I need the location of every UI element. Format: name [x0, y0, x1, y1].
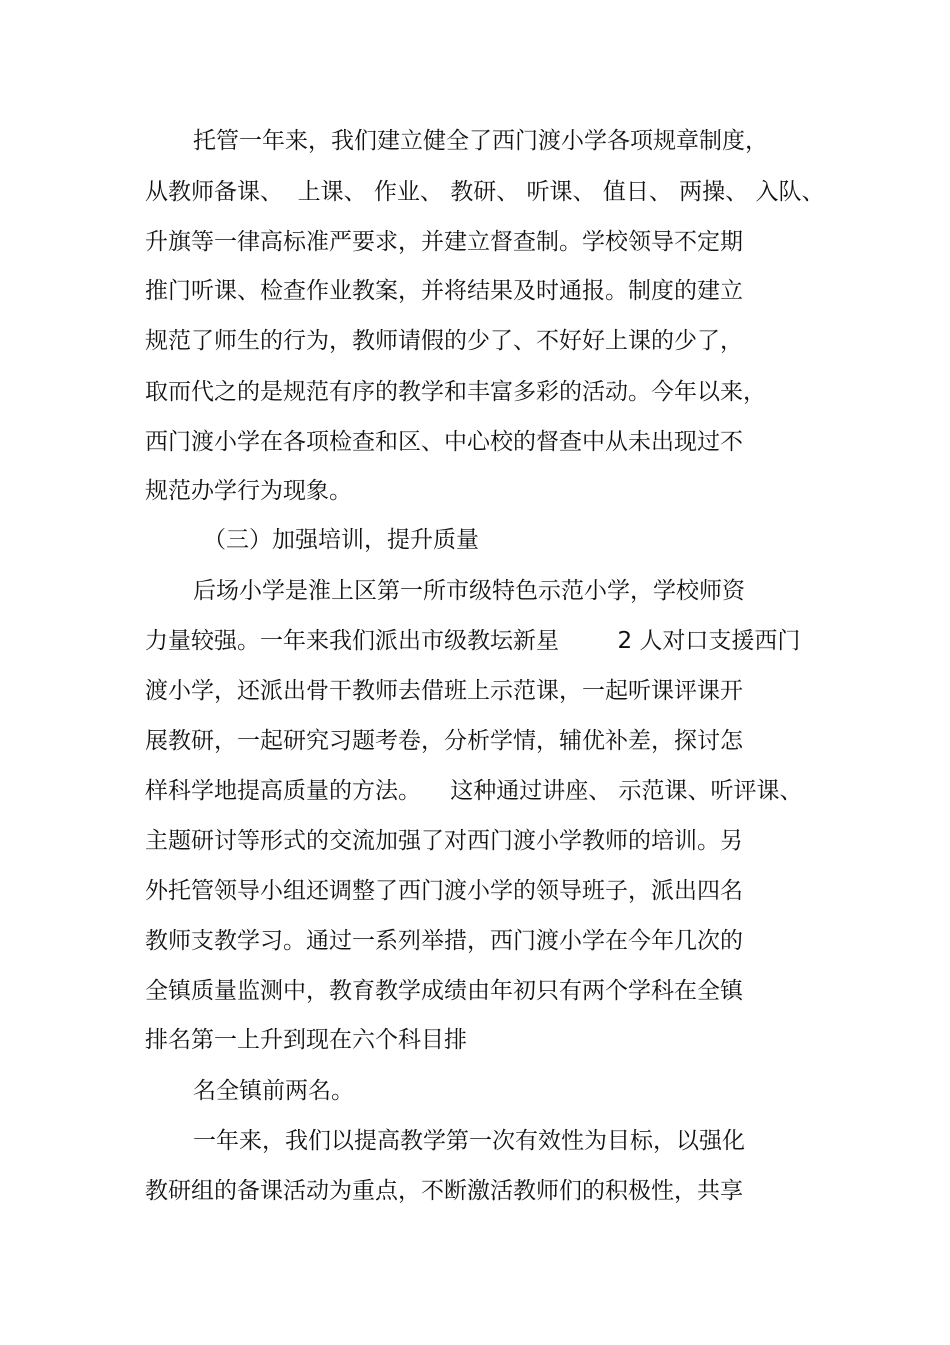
- text-line: 西门渡小学在各项检查和区、中心校的督查中从未出现过不: [145, 429, 743, 455]
- text-line: 排名第一上升到现在六个科目排: [145, 1027, 467, 1053]
- text-line: 托管一年来，我们建立健全了西门渡小学各项规章制度，: [193, 128, 768, 154]
- text-line: 规范了师生的行为，教师请假的少了、不好好上课的少了，: [145, 328, 743, 354]
- text-line: 一年来，我们以提高教学第一次有效性为目标，以强化: [193, 1128, 745, 1154]
- text-line: 展教研，一起研究习题考卷，分析学情，辅优补差，探讨怎: [145, 728, 743, 754]
- text-line: 推门听课、检查作业教案，并将结果及时通报。制度的建立: [145, 278, 743, 304]
- text-line: 后场小学是淮上区第一所市级特色示范小学，学校师资: [193, 578, 745, 604]
- text-line: 规范办学行为现象。: [145, 478, 352, 504]
- text-line: 全镇质量监测中，教育教学成绩由年初只有两个学科在全镇: [145, 978, 743, 1004]
- text-line: 教师支教学习。通过一系列举措，西门渡小学在今年几次的: [145, 928, 743, 954]
- text-line: 取而代之的是规范有序的教学和丰富多彩的活动。今年以来，: [145, 379, 766, 405]
- text-line: 教研组的备课活动为重点，不断激活教师们的积极性，共享: [145, 1178, 743, 1204]
- text-line: 渡小学，还派出骨干教师去借班上示范课，一起听课评课开: [145, 678, 743, 704]
- text-line: 力量较强。一年来我们派出市级教坛新星 2 人对口支援西门: [145, 628, 801, 654]
- text-line: 样科学地提高质量的方法。 这种通过讲座、 示范课、听评课、: [145, 778, 803, 804]
- section-heading: （三）加强培训，提升质量: [203, 527, 479, 553]
- text-line: 升旗等一律高标准严要求，并建立督查制。学校领导不定期: [145, 229, 743, 255]
- text-line: 主题研讨等形式的交流加强了对西门渡小学教师的培训。另: [145, 828, 743, 854]
- text-line: 外托管领导小组还调整了西门渡小学的领导班子，派出四名: [145, 878, 743, 904]
- text-line: 名全镇前两名。: [193, 1078, 354, 1104]
- text-line: 从教师备课、 上课、 作业、 教研、 听课、 值日、 两操、 入队、: [145, 179, 825, 205]
